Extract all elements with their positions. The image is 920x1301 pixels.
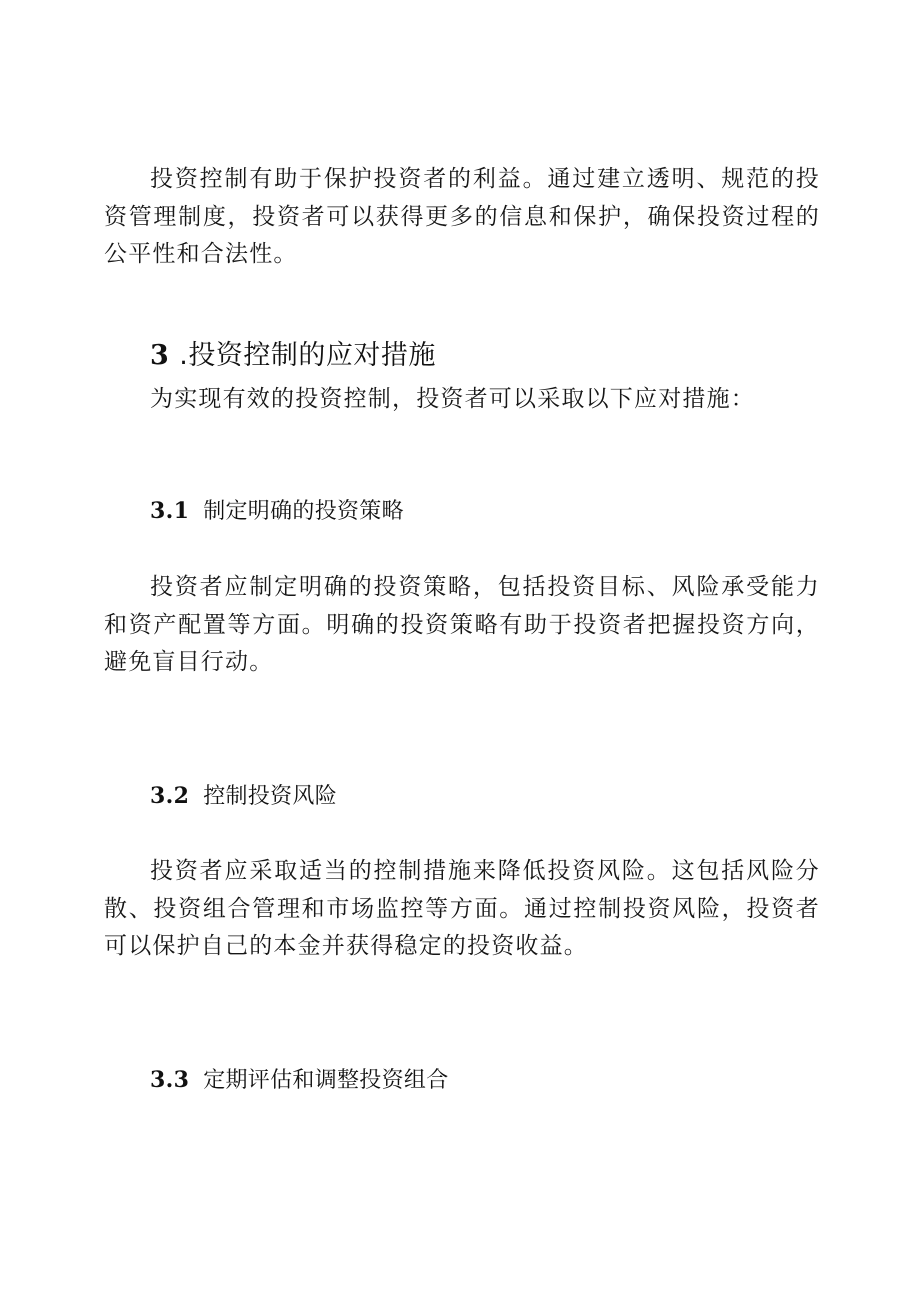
section-3-heading	[150, 333, 436, 372]
section-3-1-title: 制定明确的投资策略	[203, 499, 404, 524]
section-3-3-title: 定期评估和调整投资组合	[203, 1068, 449, 1093]
section-3-1-paragraph: 投资者应制定明确的投资策略，包括投资目标、风险承受能力和资产配置等方面。明确的投资策略有助于投资者把握投资方向，避免盲目行动。	[104, 574, 820, 675]
intro-paragraph: 投资控制有助于保护投资者的利益。通过建立透明、规范的投资管理制度，投资者可以获得更多的信息和保护，确保投资过程的公平性和合法性。	[104, 166, 820, 267]
section-3-1-heading	[150, 494, 404, 525]
section-3-intro-paragraph: 为实现有效的投资控制，投资者可以采取以下应对措施：	[150, 386, 755, 412]
section-3-3-number: 3.3	[150, 1067, 190, 1093]
section-3-1-number: 3.1	[150, 498, 190, 524]
section-3-2-title: 控制投资风险	[203, 784, 337, 809]
section-3-title: .投资控制的应对措施	[179, 340, 436, 371]
section-3-2-number: 3.2	[150, 783, 190, 809]
section-3-3-heading	[150, 1063, 449, 1094]
section-3-2-paragraph: 投资者应采取适当的控制措施来降低投资风险。这包括风险分散、投资组合管理和市场监控等方面。通过控制投资风险，投资者可以保护自己的本金并获得稳定的投资收益。	[104, 858, 820, 959]
section-3-2-heading	[150, 779, 337, 810]
section-3-number: 3	[150, 340, 170, 371]
